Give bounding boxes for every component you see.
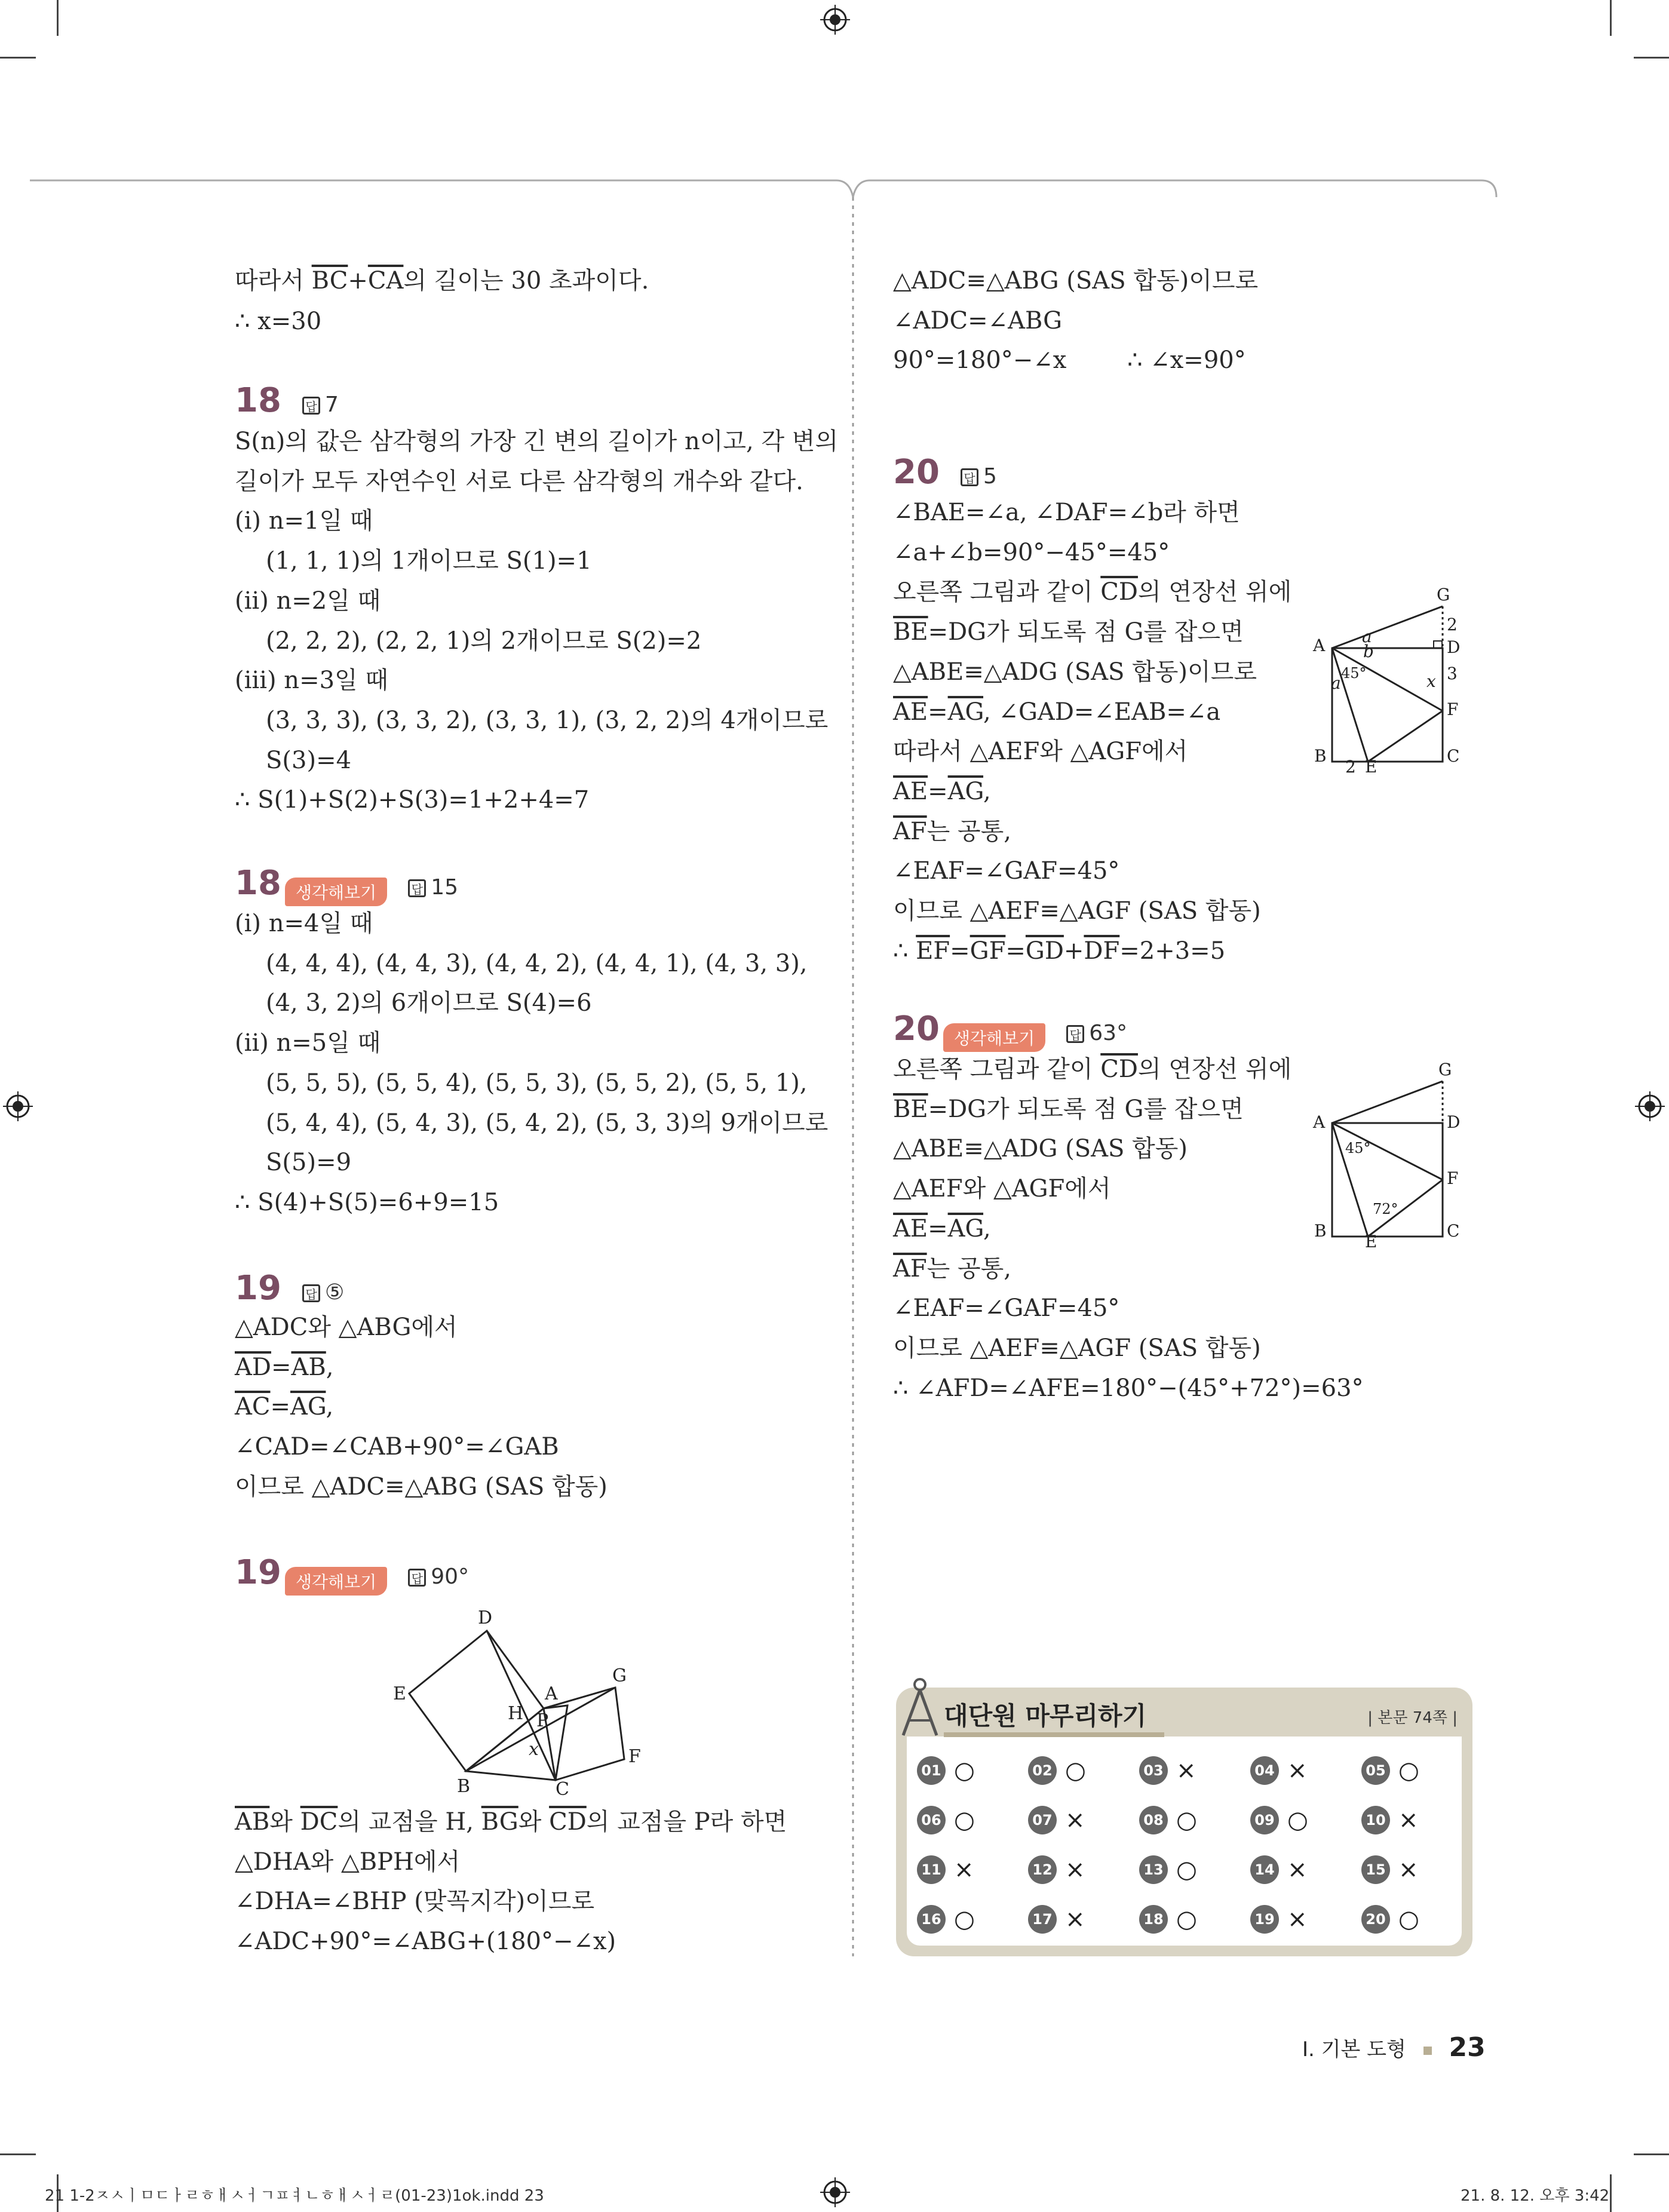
review-box xyxy=(896,1688,1472,1956)
review-item xyxy=(1028,1905,1085,1934)
text-line: ∠CAD=∠CAB+90°=∠GAB xyxy=(235,1433,559,1461)
answer-icon: 답 xyxy=(961,468,978,486)
x-mark-icon: × xyxy=(1287,1757,1308,1784)
fig-label: E xyxy=(1365,757,1377,777)
question-number: 20 xyxy=(893,453,940,492)
fig-label: A xyxy=(1313,1112,1326,1132)
text-line: 길이가 모두 자연수인 서로 다른 삼각형의 개수와 같다. xyxy=(235,467,803,495)
fig-label: 3 xyxy=(1447,664,1458,683)
text-line: ∠ADC=∠ABG xyxy=(893,306,1063,335)
fig-label: H xyxy=(508,1703,524,1724)
figure-20-think xyxy=(1308,1057,1481,1251)
file-info: 21 1-2ㅈㅅㅣㅁㄷㅏㄹㅎㅐㅅㅓㄱㅍㅕㄴㅎㅐㅅㅓㄹ(01-23)1ok.indd 23 xyxy=(45,2187,544,2205)
question-number: 19 xyxy=(235,1553,281,1592)
circle-mark-icon: ○ xyxy=(954,1806,975,1834)
chapter-label xyxy=(1302,2032,1486,2063)
crop-mark xyxy=(1634,2153,1669,2155)
text-line: $\overline{AF}$는 공통, xyxy=(893,817,1011,845)
review-item xyxy=(1139,1806,1197,1834)
fig-label: A xyxy=(1313,636,1326,655)
fig-label: C xyxy=(1447,1221,1460,1241)
text-line: △AEF와 △AGF에서 xyxy=(893,1175,1111,1203)
text-line: ∴ ∠AFD=∠AFE=180°−(45°+72°)=63° xyxy=(893,1374,1364,1402)
question-18-think-header xyxy=(235,864,458,906)
text-line: (ⅱ) n=5일 때 xyxy=(235,1029,381,1057)
review-item xyxy=(1139,1855,1197,1884)
answer-value: 15 xyxy=(431,875,459,900)
text-line: $\overline{AE}=\overline{AG}$, ∠GAD=∠EAB=∠a xyxy=(893,698,1221,726)
item-number-badge: 10 xyxy=(1361,1806,1390,1834)
crop-mark xyxy=(0,2153,36,2155)
crop-mark xyxy=(57,0,59,36)
question-number: 19 xyxy=(235,1269,281,1308)
item-number-badge: 15 xyxy=(1361,1855,1390,1884)
fig-label: B xyxy=(457,1776,471,1797)
review-item xyxy=(1250,1905,1308,1934)
item-number-badge: 07 xyxy=(1028,1806,1057,1834)
fig-label: a xyxy=(1331,673,1341,693)
item-number-badge: 20 xyxy=(1361,1905,1390,1934)
fig-label: F xyxy=(1447,700,1459,719)
figure-20 xyxy=(1308,582,1481,777)
text-line: △ABE≡△ADG (SAS 합동)이므로 xyxy=(893,658,1257,686)
text-line: (ⅲ) n=3일 때 xyxy=(235,667,389,695)
item-number-badge: 17 xyxy=(1028,1905,1057,1934)
review-title: 대단원 마무리하기 xyxy=(944,1696,1164,1737)
text-line: 오른쪽 그림과 같이 $\overline{CD}$의 연장선 위에 xyxy=(893,578,1292,606)
review-ref: | 본문 74쪽 | xyxy=(1367,1709,1458,1727)
text-line: ∠DHA=∠BHP (맞꼭지각)이므로 xyxy=(235,1888,594,1916)
item-number-badge: 05 xyxy=(1361,1756,1390,1785)
figure-19-think xyxy=(382,1601,657,1798)
fig-label: x xyxy=(529,1739,539,1760)
item-number-badge: 08 xyxy=(1139,1806,1168,1834)
fig-label: G xyxy=(612,1665,627,1686)
text-line: $\overline{AC}=\overline{AG}$, xyxy=(235,1393,334,1421)
think-tag: 생각해보기 xyxy=(943,1023,1045,1052)
x-mark-icon: × xyxy=(1065,1906,1085,1933)
review-item xyxy=(1361,1756,1419,1785)
text-line: $\overline{AE}=\overline{AG}$, xyxy=(893,777,991,805)
text-line: 이므로 △AEF≡△AGF (SAS 합동) xyxy=(893,1334,1261,1362)
text-line: $\overline{AB}$와 $\overline{DC}$의 교점을 H, $\overline{BG}$와 $\overline{CD}$의 교점을 P라 하면 xyxy=(235,1808,787,1836)
crop-mark xyxy=(1610,0,1612,36)
review-item xyxy=(1139,1756,1196,1785)
circle-mark-icon: ○ xyxy=(1398,1906,1419,1933)
fig-label: F xyxy=(1447,1168,1459,1188)
question-19-header xyxy=(235,1269,344,1308)
question-19-think-header xyxy=(235,1553,469,1596)
fig-label: 72° xyxy=(1373,1201,1398,1217)
text-line: △ADC와 △ABG에서 xyxy=(235,1314,458,1341)
fig-label: 2 xyxy=(1447,615,1458,634)
item-number-badge: 06 xyxy=(917,1806,946,1834)
registration-mark-bottom xyxy=(820,2177,850,2207)
text-line: (5, 4, 4), (5, 4, 3), (5, 4, 2), (5, 3, 3)의 9개이므로 xyxy=(266,1109,829,1137)
fig-label: 45° xyxy=(1345,1140,1371,1156)
fig-label: D xyxy=(478,1607,493,1628)
item-number-badge: 14 xyxy=(1250,1855,1279,1884)
text-line: $\overline{AF}$는 공통, xyxy=(893,1254,1011,1283)
item-number-badge: 03 xyxy=(1139,1756,1168,1785)
crop-mark xyxy=(1610,2174,1612,2212)
question-number: 18 xyxy=(235,864,281,903)
review-item xyxy=(917,1756,975,1785)
text-line: S(5)=9 xyxy=(266,1149,352,1177)
text-line: ∴ x=30 xyxy=(235,308,322,335)
circle-mark-icon: ○ xyxy=(1176,1906,1197,1933)
text-line: $\overline{BE}=DG$가 되도록 점 G를 잡으면 xyxy=(893,1095,1244,1123)
fig-label: P xyxy=(536,1710,549,1731)
text-line: △DHA와 △BPH에서 xyxy=(235,1848,461,1876)
text-line: 오른쪽 그림과 같이 $\overline{CD}$의 연장선 위에 xyxy=(893,1056,1292,1083)
x-mark-icon: × xyxy=(1065,1856,1085,1883)
think-tag: 생각해보기 xyxy=(285,1567,387,1596)
square-bullet-icon xyxy=(1423,2047,1432,2055)
review-item xyxy=(1028,1756,1086,1785)
fig-label: C xyxy=(1447,746,1460,766)
crop-mark xyxy=(1634,57,1669,59)
answer-value: 63° xyxy=(1089,1021,1128,1045)
text-line: $\overline{BE}=DG$가 되도록 점 G를 잡으면 xyxy=(893,618,1244,646)
text-line: $\overline{AE}=\overline{AG}$, xyxy=(893,1214,991,1242)
text-line: ∠EAF=∠GAF=45° xyxy=(893,857,1120,885)
circle-mark-icon: ○ xyxy=(1398,1757,1419,1784)
text-line: (4, 3, 2)의 6개이므로 S(4)=6 xyxy=(266,989,592,1017)
fig-label: a xyxy=(1362,627,1372,646)
fig-label: F xyxy=(628,1746,641,1767)
question-20-header xyxy=(893,453,997,492)
text-line: ∴ S(1)+S(2)+S(3)=1+2+4=7 xyxy=(235,786,590,814)
text-line: $\overline{AD}=\overline{AB}$, xyxy=(235,1353,334,1381)
text-line: △ABE≡△ADG (SAS 합동) xyxy=(893,1135,1188,1163)
x-mark-icon: × xyxy=(1398,1806,1419,1834)
review-item xyxy=(917,1806,975,1834)
answer-value: 90° xyxy=(431,1564,470,1589)
fig-label: 45° xyxy=(1341,665,1367,682)
text-line: ∠EAF=∠GAF=45° xyxy=(893,1294,1120,1323)
fig-label: E xyxy=(1365,1232,1377,1251)
think-tag: 생각해보기 xyxy=(285,878,387,906)
fig-label: b xyxy=(1363,642,1374,661)
fig-label: A xyxy=(545,1683,558,1704)
x-mark-icon: × xyxy=(1287,1856,1308,1883)
text-line: 이므로 △ADC≡△ABG (SAS 합동) xyxy=(235,1472,608,1501)
text-line: △ADC≡△ABG (SAS 합동)이므로 xyxy=(893,267,1259,294)
compass-icon xyxy=(896,1676,944,1741)
text-line: S(n)의 값은 삼각형의 가장 긴 변의 길이가 n이고, 각 변의 xyxy=(235,428,839,455)
review-item xyxy=(917,1905,975,1934)
review-item xyxy=(917,1855,974,1884)
text-line: S(3)=4 xyxy=(266,746,352,774)
fig-label: D xyxy=(1447,637,1461,657)
timestamp: 21. 8. 12. 오후 3:42 xyxy=(1461,2187,1610,2205)
item-number-badge: 19 xyxy=(1250,1905,1279,1934)
review-item xyxy=(1361,1855,1419,1884)
item-number-badge: 13 xyxy=(1139,1855,1168,1884)
text-line: 따라서 △AEF와 △AGF에서 xyxy=(893,738,1188,766)
crop-mark xyxy=(0,57,36,59)
answer-icon: 답 xyxy=(302,397,320,415)
answer-value: ⑤ xyxy=(325,1280,345,1305)
text-line: (4, 4, 4), (4, 4, 3), (4, 4, 2), (4, 4, 1), (4, 3, 3), xyxy=(266,949,808,977)
text-line: (3, 3, 3), (3, 3, 2), (3, 3, 1), (3, 2, 2)의 4개이므로 xyxy=(266,706,829,734)
answer-value: 5 xyxy=(983,464,997,489)
fig-label: G xyxy=(1438,1060,1452,1079)
item-number-badge: 02 xyxy=(1028,1756,1057,1785)
review-item xyxy=(1028,1855,1085,1884)
review-item xyxy=(1361,1806,1419,1834)
x-mark-icon: × xyxy=(1398,1856,1419,1883)
text-line: (2, 2, 2), (2, 2, 1)의 2개이므로 S(2)=2 xyxy=(266,627,702,655)
review-item xyxy=(1250,1855,1308,1884)
text-line: 이므로 △AEF≡△AGF (SAS 합동) xyxy=(893,897,1261,925)
fig-label: G xyxy=(1437,585,1450,605)
x-mark-icon: × xyxy=(1176,1757,1196,1784)
chapter-title: Ⅰ. 기본 도형 xyxy=(1302,2038,1406,2061)
circle-mark-icon: ○ xyxy=(1287,1806,1308,1834)
question-number: 18 xyxy=(235,381,281,420)
page-number: 23 xyxy=(1449,2032,1486,2063)
question-20-think-header xyxy=(893,1010,1127,1052)
fig-label: B xyxy=(1314,1221,1327,1241)
review-item xyxy=(1028,1806,1085,1834)
answer-icon: 답 xyxy=(1066,1025,1084,1043)
question-18-header xyxy=(235,381,339,420)
text-line: (ⅱ) n=2일 때 xyxy=(235,587,381,615)
item-number-badge: 11 xyxy=(917,1855,946,1884)
answer-icon: 답 xyxy=(302,1284,320,1302)
question-number: 20 xyxy=(893,1010,940,1048)
item-number-badge: 16 xyxy=(917,1905,946,1934)
review-item xyxy=(1139,1905,1197,1934)
review-item xyxy=(1250,1806,1308,1834)
circle-mark-icon: ○ xyxy=(954,1757,975,1784)
text-line: ∠ADC+90°=∠ABG+(180°−∠x) xyxy=(235,1928,616,1956)
circle-mark-icon: ○ xyxy=(1065,1757,1086,1784)
registration-mark-top xyxy=(820,5,850,35)
answer-icon: 답 xyxy=(408,879,426,897)
text-line: (1, 1, 1)의 1개이므로 S(1)=1 xyxy=(266,547,592,575)
x-mark-icon: × xyxy=(1287,1906,1308,1933)
fig-label: B xyxy=(1314,746,1327,766)
item-number-badge: 09 xyxy=(1250,1806,1279,1834)
fig-label: x xyxy=(1426,671,1436,691)
fig-label: D xyxy=(1447,1112,1461,1132)
circle-mark-icon: ○ xyxy=(1176,1856,1197,1883)
item-number-badge: 12 xyxy=(1028,1855,1057,1884)
review-item xyxy=(1250,1756,1308,1785)
item-number-badge: 18 xyxy=(1139,1905,1168,1934)
answer-icon: 답 xyxy=(408,1569,426,1587)
item-number-badge: 01 xyxy=(917,1756,946,1785)
text-line: ∠BAE=∠a, ∠DAF=∠b라 하면 xyxy=(893,499,1240,526)
circle-mark-icon: ○ xyxy=(1176,1806,1197,1834)
fig-label: C xyxy=(556,1779,569,1798)
text-line: (ⅰ) n=1일 때 xyxy=(235,507,373,535)
fig-label: 2 xyxy=(1345,757,1356,777)
answer-value: 7 xyxy=(325,392,339,417)
text-line: 90°=180°−∠x ∴ ∠x=90° xyxy=(893,346,1246,375)
x-mark-icon: × xyxy=(1065,1806,1085,1834)
item-number-badge: 04 xyxy=(1250,1756,1279,1785)
text-line: (5, 5, 5), (5, 5, 4), (5, 5, 3), (5, 5, 2), (5, 5, 1), xyxy=(266,1069,808,1097)
text-line: 따라서 $\overline{BC}+\overline{CA}$의 길이는 30 초과이다. xyxy=(235,267,649,294)
fig-label: E xyxy=(393,1683,406,1704)
review-item xyxy=(1361,1905,1419,1934)
text-line: (ⅰ) n=4일 때 xyxy=(235,910,373,937)
circle-mark-icon: ○ xyxy=(954,1906,975,1933)
x-mark-icon: × xyxy=(954,1856,974,1883)
text-line: ∴ $\overline{EF}=\overline{GF}=\overline{GD}+\overline{DF}=2+3=5$ xyxy=(893,937,1226,965)
text-line: ∠a+∠b=90°−45°=45° xyxy=(893,538,1170,566)
text-line: ∴ S(4)+S(5)=6+9=15 xyxy=(235,1188,499,1216)
